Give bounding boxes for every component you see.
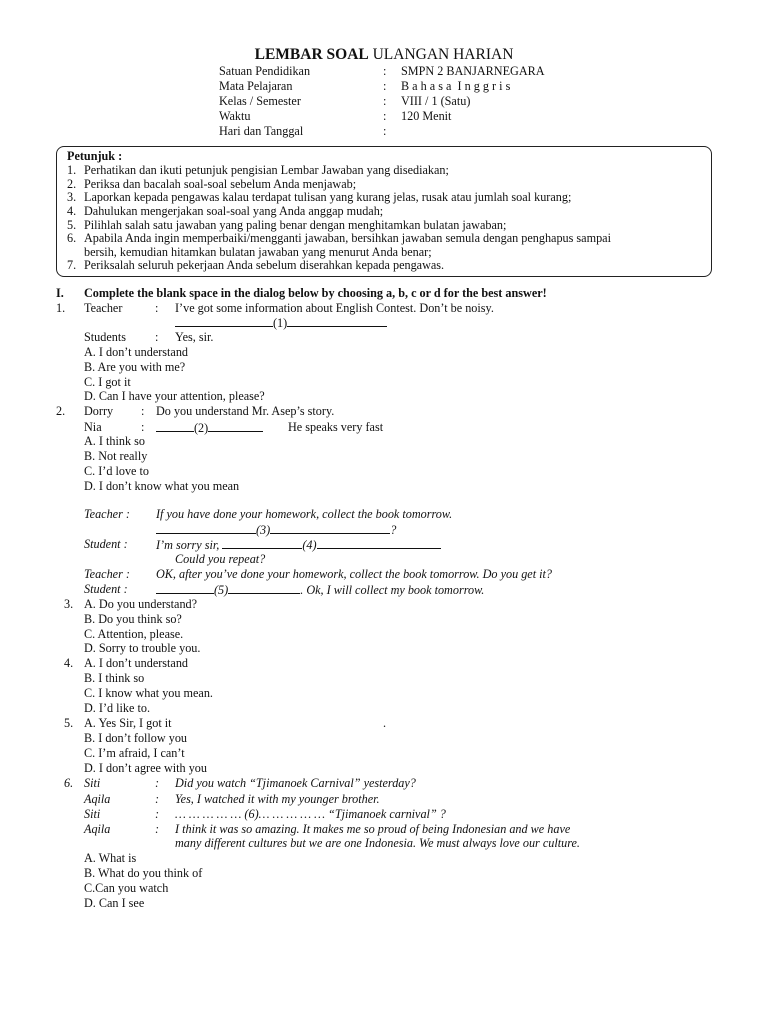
answer-option[interactable]: B. Not really [84, 449, 148, 463]
speaker-name: Aqila [84, 822, 111, 836]
instruction-text: Periksalah seluruh pekerjaan Anda sebelum diserahkan kepada pengawas. [84, 258, 445, 272]
dialog-line: I’ve got some information about English Contest. Don’t be noisy. [175, 301, 494, 315]
header-label: Satuan Pendidikan [219, 64, 311, 78]
dialog-line: He speaks very fast [288, 420, 384, 434]
dialog-line: If you have done your homework, collect the book tomorrow. [156, 507, 453, 521]
header-value: B a h a s a I n g g r i s [401, 79, 511, 93]
question-number: 3. [64, 597, 74, 611]
blank-1: (1) [175, 315, 387, 331]
header-label: Kelas / Semester [219, 94, 301, 108]
dialog-line: many different cultures but we are one Indonesia. We must always love our culture. [175, 836, 580, 850]
answer-option[interactable]: A. I think so [84, 434, 145, 448]
speaker-name: Aqila [84, 792, 111, 806]
speaker-colon: : [155, 807, 160, 821]
answer-option[interactable]: B. Do you think so? [84, 612, 182, 626]
dialog-line: Could you repeat? [175, 552, 266, 566]
blank-2: (2) [156, 420, 263, 436]
dialog-line: I’m sorry sir, (4) [156, 537, 441, 553]
instruction-num: 2. [67, 177, 77, 191]
blank-3: (3) ? [156, 522, 396, 538]
dialog-line: Yes, I watched it with my younger brother. [175, 792, 380, 806]
speaker-name: Siti [84, 776, 101, 790]
blank-5: (5) . Ok, I will collect my book tomorrow. [156, 582, 484, 598]
speaker-colon: : [155, 776, 160, 790]
speaker-name: Student : [84, 537, 128, 551]
header-colon: : [383, 109, 387, 123]
answer-option[interactable]: D. Can I see [84, 896, 145, 910]
instruction-text: Pilihlah salah satu jawaban yang paling benar dengan menghitamkan bulatan jawaban; [84, 218, 507, 232]
answer-option[interactable]: D. I don’t know what you mean [84, 479, 240, 493]
header-colon: : [383, 94, 387, 108]
section-instruction: Complete the blank space in the dialog below by choosing a, b, c or d for the best answer! [84, 286, 547, 300]
instruction-text: Apabila Anda ingin memperbaiki/mengganti jawaban, bersihkan jawaban semula dengan penghapus sampai [84, 231, 611, 245]
answer-option[interactable]: A. I don’t understand [84, 345, 189, 359]
speaker-colon: : [155, 822, 160, 836]
instruction-num: 3. [67, 190, 77, 204]
question-number: 1. [56, 301, 66, 315]
dialog-line: Yes, sir. [175, 330, 214, 344]
answer-option[interactable]: A. Do you understand? [84, 597, 198, 611]
instruction-text: Dahulukan mengerjakan soal-soal yang Anda anggap mudah; [84, 204, 384, 218]
speaker-name: Dorry [84, 404, 114, 418]
answer-option[interactable]: A. What is [84, 851, 137, 865]
instruction-num: 1. [67, 163, 77, 177]
answer-option[interactable]: A. Yes Sir, I got it [84, 716, 172, 730]
stray-mark: . [383, 716, 387, 730]
instructions-title: Petunjuk : [67, 149, 123, 163]
title-bold: LEMBAR SOAL [254, 46, 369, 63]
speaker-name: Nia [84, 420, 102, 434]
instruction-text: Periksa dan bacalah soal-soal sebelum Anda menjawab; [84, 177, 357, 191]
speaker-name: Teacher : [84, 567, 130, 581]
speaker-name: Siti [84, 807, 101, 821]
header-colon: : [383, 79, 387, 93]
speaker-name: Student : [84, 582, 128, 596]
instruction-text: Laporkan kepada pengawas kalau terdapat tulisan yang kurang jelas, rusak atau jumlah soal kurang; [84, 190, 572, 204]
dialog-line: … … … … … (6)… … … … … “Tjimanoek carnival” ? [175, 807, 446, 821]
answer-option[interactable]: A. I don’t understand [84, 656, 189, 670]
question-number: 4. [64, 656, 74, 670]
dialog-line: OK, after you’ve done your homework, collect the book tomorrow. Do you get it? [156, 567, 553, 581]
answer-option[interactable]: C. I know what you mean. [84, 686, 213, 700]
answer-option[interactable]: C. I’d love to [84, 464, 149, 478]
speaker-name: Teacher [84, 301, 123, 315]
header-label: Hari dan Tanggal [219, 124, 304, 138]
instruction-num: 6. [67, 231, 77, 245]
answer-option[interactable]: D. Sorry to trouble you. [84, 641, 201, 655]
header-value: SMPN 2 BANJARNEGARA [401, 64, 545, 78]
speaker-colon: : [141, 420, 145, 434]
header-value: 120 Menit [401, 109, 452, 123]
answer-option[interactable]: C.Can you watch [84, 881, 169, 895]
answer-option[interactable]: B. I think so [84, 671, 145, 685]
answer-option[interactable]: D. I’d like to. [84, 701, 151, 715]
page-title [0, 47, 768, 62]
instruction-num: 5. [67, 218, 77, 232]
speaker-name: Students [84, 330, 126, 344]
answer-option[interactable]: B. Are you with me? [84, 360, 186, 374]
header-label: Mata Pelajaran [219, 79, 293, 93]
dialog-line: Do you understand Mr. Asep’s story. [156, 404, 335, 418]
speaker-colon: : [155, 330, 159, 344]
answer-option[interactable]: B. I don’t follow you [84, 731, 188, 745]
speaker-colon: : [155, 792, 160, 806]
header-colon: : [383, 64, 387, 78]
section-number: I. [56, 286, 64, 300]
dialog-line: Did you watch “Tjimanoek Carnival” yesterday? [175, 776, 416, 790]
header-value: VIII / 1 (Satu) [401, 94, 471, 108]
instruction-text: bersih, kemudian hitamkan bulatan jawaban yang menurut Anda benar; [84, 245, 432, 259]
speaker-name: Teacher : [84, 507, 130, 521]
answer-option[interactable]: C. I’m afraid, I can’t [84, 746, 185, 760]
instruction-num: 7. [67, 258, 77, 272]
question-number: 5. [64, 716, 74, 730]
answer-option[interactable]: C. I got it [84, 375, 131, 389]
answer-option[interactable]: D. Can I have your attention, please? [84, 389, 265, 403]
answer-option[interactable]: D. I don’t agree with you [84, 761, 207, 775]
title-rest: ULANGAN HARIAN [368, 46, 514, 63]
instruction-text: Perhatikan dan ikuti petunjuk pengisian Lembar Jawaban yang disediakan; [84, 163, 449, 177]
dialog-line: I think it was so amazing. It makes me so proud of being Indonesian and we have [175, 822, 571, 836]
header-colon: : [383, 124, 387, 138]
question-number: 2. [56, 404, 66, 418]
header-label: Waktu [219, 109, 251, 123]
speaker-colon: : [141, 404, 145, 418]
answer-option[interactable]: B. What do you think of [84, 866, 203, 880]
question-number: 6. [64, 776, 74, 790]
instruction-num: 4. [67, 204, 77, 218]
answer-option[interactable]: C. Attention, please. [84, 627, 184, 641]
speaker-colon: : [155, 301, 159, 315]
